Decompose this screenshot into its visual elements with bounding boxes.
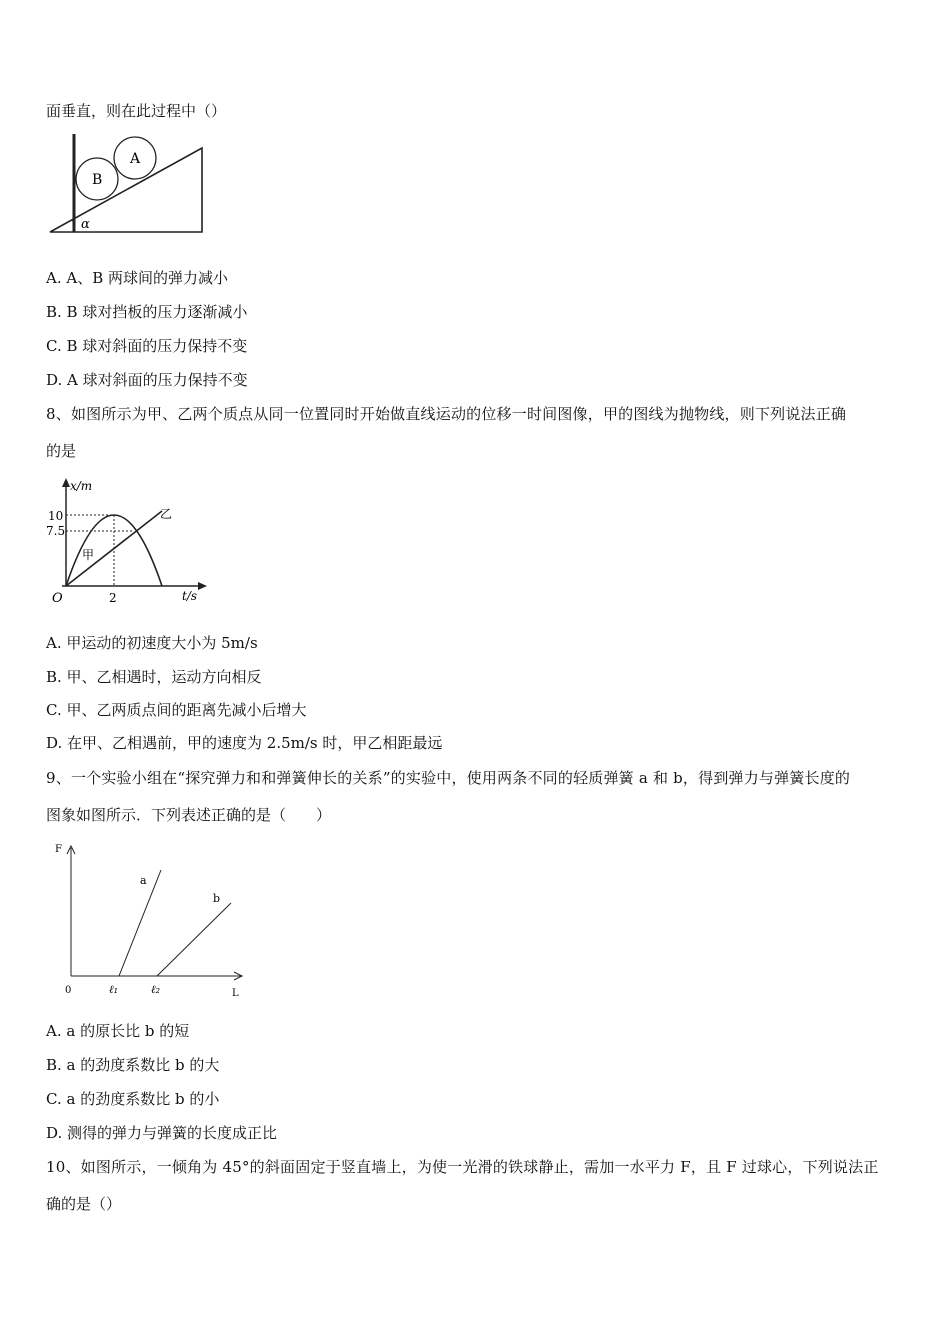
tick-l2: ℓ₂ [151,983,160,996]
q9-option-c[interactable]: C. a 的劲度系数比 b 的小 [46,1090,220,1108]
q7-option-b[interactable]: B. B 球对挡板的压力逐渐减小 [46,303,248,321]
angle-label: α [81,217,90,232]
origin-label: O [52,591,63,606]
q9-stem-line1: 9、一个实验小组在“探究弹力和和弹簧伸长的关系”的实验中，使用两条不同的轻质弹簧 a 和 b，得到弹力与弹簧长度的 [46,769,851,787]
x-axis-label: L [232,988,239,999]
line-yi-label: 乙 [160,507,173,521]
q8-figure-xt-graph [42,476,212,610]
line-b-label: b [213,892,221,905]
q9-option-a[interactable]: A. a 的原长比 b 的短 [46,1022,190,1040]
x-tick-2: 2 [109,591,117,605]
q9-figure-fl-graph [54,840,259,1002]
q9-option-d[interactable]: D. 测得的弹力与弹簧的长度成正比 [46,1124,278,1142]
q8-option-c[interactable]: C. 甲、乙两质点间的距离先减小后增大 [46,701,307,719]
q8-option-d[interactable]: D. 在甲、乙相遇前，甲的速度为 2.5m/s 时，甲乙相距最远 [46,734,443,752]
q7-figure-incline-balls [46,128,216,240]
q8-stem-line1: 8、如图所示为甲、乙两个质点从同一位置同时开始做直线运动的位移一时间图像，甲的图线为抛物线，则下列说法正确 [46,405,847,423]
y-axis-arrow [62,478,70,487]
y-axis-label: x/m [70,479,93,493]
q10-stem-line1: 10、如图所示，一倾角为 45°的斜面固定于竖直墙上，为使一光滑的铁球静止，需加一水平力 F，且 F 过球心，下列说法正 [46,1158,879,1176]
line-b [157,903,231,976]
y-tick-10: 10 [48,509,64,523]
q7-option-d[interactable]: D. A 球对斜面的压力保持不变 [46,371,248,389]
origin-label: 0 [65,985,72,996]
q8-option-a[interactable]: A. 甲运动的初速度大小为 5m/s [46,634,258,652]
line-a-label: a [140,874,147,887]
curve-jia-label: 甲 [82,548,95,562]
q10-stem-line2: 确的是（） [46,1195,122,1213]
ball-b-label: B [92,172,103,188]
y-axis-label: F [55,844,62,855]
tick-l1: ℓ₁ [109,983,118,996]
q7-option-a[interactable]: A. A、B 两球间的弹力减小 [46,269,228,287]
y-tick-7-5: 7.5 [46,524,66,538]
q7-option-c[interactable]: C. B 球对斜面的压力保持不变 [46,337,248,355]
q9-option-b[interactable]: B. a 的劲度系数比 b 的大 [46,1056,220,1074]
ball-a-label: A [130,151,141,167]
x-axis-label: t/s [182,589,198,603]
q8-option-b[interactable]: B. 甲、乙相遇时，运动方向相反 [46,668,262,686]
q9-stem-line2: 图象如图所示．下列表述正确的是（ ） [46,806,332,824]
q7-stem-tail: 面垂直，则在此过程中（） [46,102,227,120]
q8-stem-line2: 的是 [46,442,77,460]
x-axis-arrow [198,582,207,590]
